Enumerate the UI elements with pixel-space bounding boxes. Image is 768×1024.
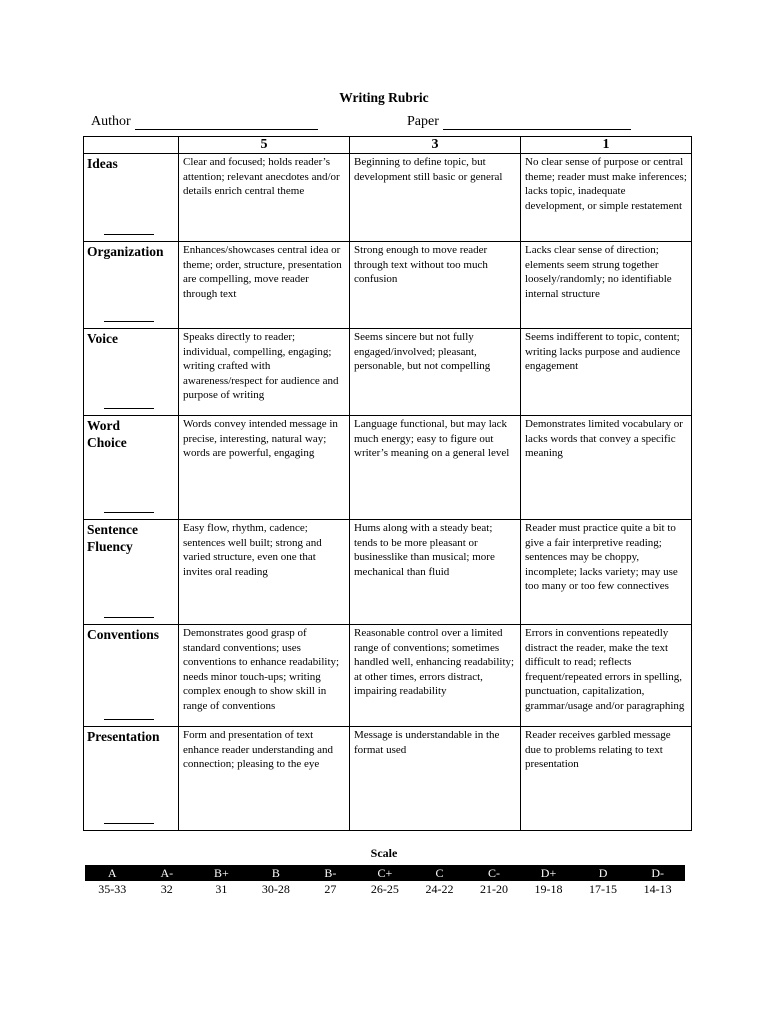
- header-score-5: 5: [179, 137, 350, 154]
- descriptor-3: Language functional, but may lack much energy; easy to figure out writer’s meaning on a general level: [350, 416, 521, 520]
- criterion-cell: [84, 520, 179, 625]
- author-label: Author: [91, 114, 131, 129]
- range-cell: 17-15: [576, 881, 631, 897]
- grade-cell: A: [85, 865, 140, 881]
- range-cell: 19-18: [521, 881, 576, 897]
- criterion-row-conventions: [84, 625, 692, 727]
- range-cell: 30-28: [249, 881, 304, 897]
- score-blank-line[interactable]: [104, 234, 154, 235]
- descriptor-5: Easy flow, rhythm, cadence; sentences well built; strong and varied structure, even one that invites oral reading: [179, 520, 350, 625]
- range-cell: 32: [140, 881, 195, 897]
- score-blank-line[interactable]: [104, 408, 154, 409]
- header-blank: [84, 137, 179, 154]
- descriptor-1: No clear sense of purpose or central theme; reader must make inferences; lacks topic, inadequate development, or simple restatement: [521, 154, 692, 242]
- author-field[interactable]: [91, 114, 318, 130]
- points-range-row: [85, 881, 685, 897]
- score-blank-line[interactable]: [104, 321, 154, 322]
- descriptor-1: Seems indifferent to topic, content; writing lacks purpose and audience engagement: [521, 329, 692, 416]
- author-blank-line[interactable]: [135, 115, 318, 130]
- range-cell: 24-22: [412, 881, 467, 897]
- descriptor-1: Reader must practice quite a bit to give a fair interpretive reading; sentences may be choppy, incomplete; lacks variety; may use too many or too few connectives: [521, 520, 692, 625]
- criterion-cell: [84, 416, 179, 520]
- descriptor-1: Reader receives garbled message due to problems relating to text presentation: [521, 727, 692, 831]
- range-cell: 21-20: [467, 881, 522, 897]
- range-cell: 31: [194, 881, 249, 897]
- descriptor-5: Form and presentation of text enhance reader understanding and connection; pleasing to the eye: [179, 727, 350, 831]
- criterion-cell: [84, 625, 179, 727]
- grade-cell: A-: [140, 865, 195, 881]
- criterion-row-ideas: [84, 154, 692, 242]
- descriptor-3: Seems sincere but not fully engaged/involved; pleasant, personable, but not compelling: [350, 329, 521, 416]
- page-title: Writing Rubric: [339, 90, 429, 105]
- criterion-name: Presentation: [87, 729, 160, 744]
- grade-cell: D: [576, 865, 631, 881]
- range-cell: 14-13: [630, 881, 685, 897]
- descriptor-5: Enhances/showcases central idea or theme; order, structure, presentation are compelling, move reader through text: [179, 242, 350, 329]
- header-score-3: 3: [350, 137, 521, 154]
- paper-field[interactable]: [407, 114, 631, 130]
- descriptor-3: Strong enough to move reader through text without too much confusion: [350, 242, 521, 329]
- grade-cell: B: [249, 865, 304, 881]
- descriptor-1: Demonstrates limited vocabulary or lacks words that convey a specific meaning: [521, 416, 692, 520]
- grade-cell: B+: [194, 865, 249, 881]
- rubric-table: [83, 136, 692, 831]
- criterion-cell: [84, 329, 179, 416]
- criterion-cell: [84, 154, 179, 242]
- grade-cell: C+: [358, 865, 413, 881]
- criterion-row-word-choice: [84, 416, 692, 520]
- descriptor-5: Words convey intended message in precise, interesting, natural way; words are powerful, engaging: [179, 416, 350, 520]
- criterion-name: Ideas: [87, 156, 118, 171]
- criterion-cell: [84, 727, 179, 831]
- descriptor-1: Errors in conventions repeatedly distract the reader, make the text difficult to read; reflects frequent/repeated errors in spelling, punctuation, capitalization, grammar/usage and/or paragraphing: [521, 625, 692, 727]
- descriptor-3: Message is understandable in the format used: [350, 727, 521, 831]
- grade-cell: D+: [521, 865, 576, 881]
- descriptor-5: Clear and focused; holds reader’s attention; relevant anecdotes and/or details enrich central theme: [179, 154, 350, 242]
- grade-cell: D-: [630, 865, 685, 881]
- grade-row: [85, 865, 685, 881]
- rubric-header-row: [84, 137, 692, 154]
- scale-title: Scale: [370, 846, 398, 860]
- paper-blank-line[interactable]: [443, 115, 631, 130]
- criterion-row-presentation: [84, 727, 692, 831]
- range-cell: 27: [303, 881, 358, 897]
- criterion-name: Conventions: [87, 627, 160, 642]
- score-blank-line[interactable]: [104, 719, 154, 720]
- range-cell: 35-33: [85, 881, 140, 897]
- criterion-row-sentence-fluency: [84, 520, 692, 625]
- criterion-row-organization: [84, 242, 692, 329]
- grade-cell: B-: [303, 865, 358, 881]
- paper-label: Paper: [407, 114, 439, 129]
- descriptor-5: Demonstrates good grasp of standard conventions; uses conventions to enhance readability; needs minor touch-ups; writing complex enough to show skill in range of conventions: [179, 625, 350, 727]
- grade-scale-table: [85, 865, 685, 897]
- criterion-name: Word Choice: [87, 418, 127, 450]
- grade-cell: C: [412, 865, 467, 881]
- score-blank-line[interactable]: [104, 617, 154, 618]
- range-cell: 26-25: [358, 881, 413, 897]
- score-blank-line[interactable]: [104, 823, 154, 824]
- grade-cell: C-: [467, 865, 522, 881]
- descriptor-3: Hums along with a steady beat; tends to be more pleasant or businesslike than musical; more mechanical than fluid: [350, 520, 521, 625]
- criterion-name: Sentence Fluency: [87, 522, 138, 554]
- descriptor-5: Speaks directly to reader; individual, compelling, engaging; writing crafted with awareness/respect for audience and purpose of writing: [179, 329, 350, 416]
- score-blank-line[interactable]: [104, 512, 154, 513]
- header-score-1: 1: [521, 137, 692, 154]
- descriptor-3: Reasonable control over a limited range of conventions; sometimes handled well, enhancing readability; at other times, errors distract, impairing readability: [350, 625, 521, 727]
- descriptor-3: Beginning to define topic, but development still basic or general: [350, 154, 521, 242]
- criterion-cell: [84, 242, 179, 329]
- criterion-name: Voice: [87, 331, 118, 346]
- criterion-row-voice: [84, 329, 692, 416]
- descriptor-1: Lacks clear sense of direction; elements seem strung together loosely/randomly; no identifiable internal structure: [521, 242, 692, 329]
- criterion-name: Organization: [87, 244, 164, 259]
